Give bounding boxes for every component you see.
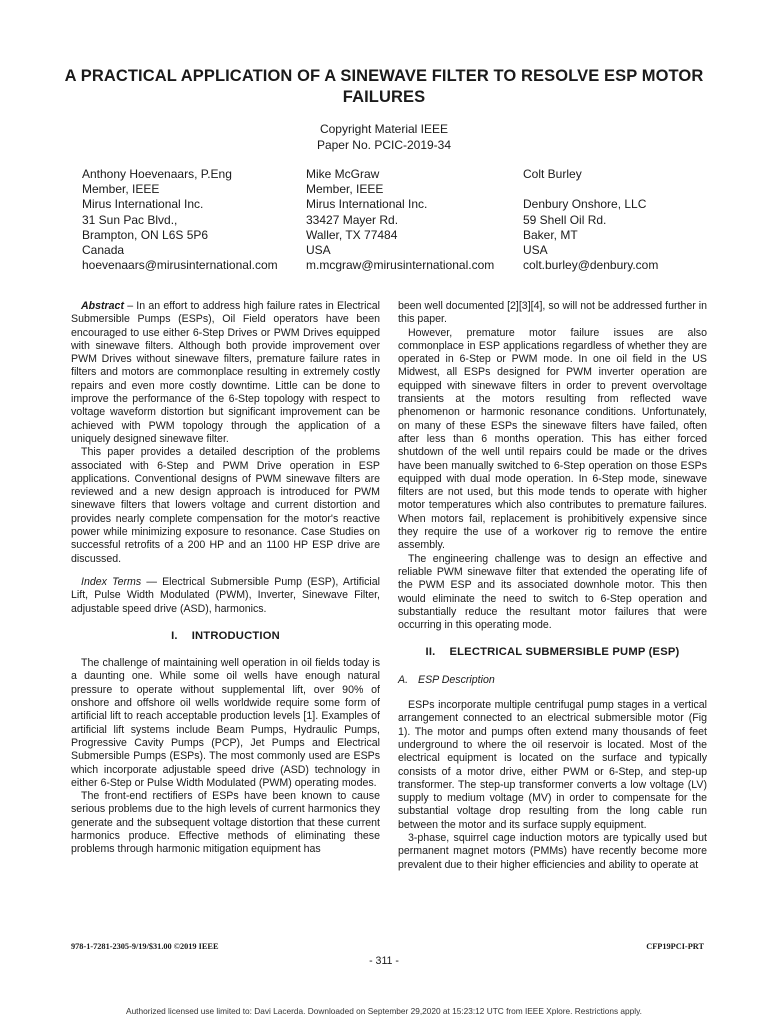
continued-paragraph: been well documented [2][3][4], so will not be addressed further in this paper. — [398, 300, 707, 326]
subsection-letter: A. — [398, 673, 409, 686]
paragraph: ESPs incorporate multiple centrifugal pump stages in a vertical arrangement connected to an electrical submersible motor (Fig 1). The motor and pumps often extend many thousands of feet underground to where the oil reservoir is located. Most of the electrical equipment is located on the surface and typically consists of a motor drive, either PWM or 6-Step, and step-up transformer. The step-up transformer converts a low voltage (LV) supply to medium voltage (MV) in order to compensate for the substantial voltage drop resulting from the long cable run between the motor and its surface supply equipment. — [398, 699, 707, 831]
author-address: Waller, TX 77484 — [306, 227, 398, 242]
index-terms-label: Index Terms — [81, 575, 142, 588]
spacer — [71, 566, 380, 576]
subsection-heading — [398, 674, 707, 687]
page-title: A PRACTICAL APPLICATION OF A SINEWAVE FILTER TO RESOLVE ESP MOTOR FAILURES — [64, 67, 704, 106]
author-address: 59 Shell Oil Rd. — [523, 212, 607, 227]
author-membership: Member, IEEE — [306, 182, 384, 197]
footer-isbn: 978-1-7281-2305-9/19/$31.00 ©2019 IEEE — [71, 942, 219, 951]
intro-paragraph-2: The front-end rectifiers of ESPs have been known to cause serious problems due to the high levels of current harmonics they generate and the subsequent voltage distortion that these current harmonics produce. Effective methods of eliminating these problems through harmonic mitigation equipment has — [71, 790, 380, 856]
author-address: Brampton, ON L6S 5P6 — [82, 227, 209, 242]
author-email: colt.burley@denbury.com — [523, 258, 659, 273]
paper-number: Paper No. PCIC-2019-34 — [316, 137, 452, 152]
section-heading-introduction — [71, 630, 380, 643]
author-email: m.mcgraw@mirusinternational.com — [306, 258, 495, 273]
page-number: - 311 - — [369, 955, 399, 967]
section-title: ELECTRICAL SUBMERSIBLE PUMP (ESP) — [449, 646, 680, 659]
author-block-1 — [82, 167, 278, 273]
copyright-line: Copyright Material IEEE — [319, 122, 449, 136]
section-heading-esp — [398, 646, 707, 659]
abstract-paragraph-2: This paper provides a detailed description of the problems associated with 6-Step and PWM Drive operation in ESP applications. Conventional designs of PWM sinewave filters are reviewed and a new design approach is introduced for PWM sinewave filters that lowers voltage and current distortion and provides nearly complete compensation for the motor's reactive power while minimizing exposure to resonance. Case Studies on successful retrofits of a 200 HP and an 1100 HP ESP drive are discussed. — [71, 446, 380, 565]
paragraph: However, premature motor failure issues are also commonplace in ESP applications regardless of whether they are operated in 6-Step or PWM mode. In one oil field in the US Midwest, all ESPs designed for PWM inverter operation are equipped with sinewave filters in order to prevent overvoltage transients at the motors resulting from reflected wave phenomenon or harmonic resonance conditions. Unfortunately, on many of these ESPs the sinewave filters have failed, often after less than 6 months operation. This has either forced shutdown of the well until repairs could be made or the drives have been manually switched to 6-Step operation on those ESPs equipped with dual mode operation. In 6-Step mode, sinewave filters are not used, but this mode tends to operate with higher motor temperatures which also contributes to premature failures. When motors fail, replacement is prohibitively expensive since they require the use of a workover rig to remove the entire assembly. — [398, 326, 707, 552]
paragraph: 3-phase, squirrel cage induction motors are typically used but permanent magnet motors (PMMs) have recently become more prevalent due to their higher efficiencies and ability to operate at — [398, 831, 707, 871]
intro-paragraph-1: The challenge of maintaining well operation in oil fields today is a daunting one. While some oil wells have enough natural pressure to operate without supplemental lift, over 90% of onshore and offshore oil wells worldwide require some form of artificial lift to reach acceptable production levels [1]. Examples of artificial lift systems include Beam Pumps, Hydraulic Pumps, Progressive Cavity Pumps (PCP), Jet Pumps and Electrical Submersible Pumps (ESPs). The most commonly used are ESPs which incorporate adjustable speed drive (ASD) technology in either 6-Step or Pulse Width Modulated (PWM) operating modes. — [71, 657, 380, 789]
author-name: Mike McGraw — [306, 167, 380, 181]
author-membership: Member, IEEE — [82, 182, 160, 197]
author-name: Colt Burley — [523, 167, 582, 181]
abstract-text: – In an effort to address high failure rates in Electrical Submersible Pumps (ESPs), Oil Field operators have been encouraged to use either 6-Step Drives or PWM Drives equipped with sinewave filters. Although both provide improvement over PWM Drives without sinewave filters, premature failure rates in filters and motors are commonplace resulting in extremely costly repairs and even more costly downtime. Little can be done to improve the performance of the 6-Step topology with respect to voltage waveform distortion but significant improvement can be achieved with PWM topology through the application of a uniquely designed sinewave filter. — [71, 300, 380, 445]
paragraph: The engineering challenge was to design an effective and reliable PWM sinewave filter that extended the operating life of the PWM ESP and its associated downhole motor. This then would eliminate the need to switch to 6-Step operation and substantially reduce the resultant motor failures that were occurring in this operating mode. — [398, 552, 707, 632]
author-country: Canada — [82, 243, 125, 258]
copyright-block — [0, 122, 768, 153]
author-address: Baker, MT — [523, 227, 578, 242]
abstract-label: Abstract — [81, 300, 124, 312]
index-terms-text: — Electrical Submersible Pump (ESP), Artificial Lift, Pulse Width Modulated (PWM), Inverter, Sinewave Filter, adjustable speed drive (ASD), harmonics. — [71, 575, 380, 615]
abstract-paragraph — [71, 300, 380, 446]
license-notice: Authorized licensed use limited to: Davi Lacerda. Downloaded on September 29,2020 at 15:23:12 UTC from IEEE Xplore. Restrictions apply. — [126, 1006, 642, 1016]
author-org: Denbury Onshore, LLC — [523, 197, 647, 212]
author-org: Mirus International Inc. — [306, 197, 428, 212]
left-column — [71, 300, 380, 857]
section-title: INTRODUCTION — [191, 629, 280, 642]
author-address: 33427 Mayer Rd. — [306, 212, 399, 227]
right-column — [398, 300, 707, 872]
author-block-3 — [523, 167, 658, 273]
author-email: hoevenaars@mirusinternational.com — [82, 258, 278, 273]
author-name: Anthony Hoevenaars, P.Eng — [82, 167, 232, 181]
footer-code: CFP19PCI-PRT — [646, 942, 704, 951]
section-number: I. — [171, 629, 178, 642]
author-country: USA — [523, 243, 548, 257]
author-block-2 — [306, 167, 494, 273]
subsection-title: ESP Description — [418, 673, 495, 686]
author-country: USA — [306, 243, 331, 258]
section-number: II. — [425, 646, 436, 659]
author-spacer — [523, 182, 658, 197]
author-address: 31 Sun Pac Blvd., — [82, 212, 178, 227]
author-org: Mirus International Inc. — [82, 197, 204, 212]
index-terms — [71, 576, 380, 616]
